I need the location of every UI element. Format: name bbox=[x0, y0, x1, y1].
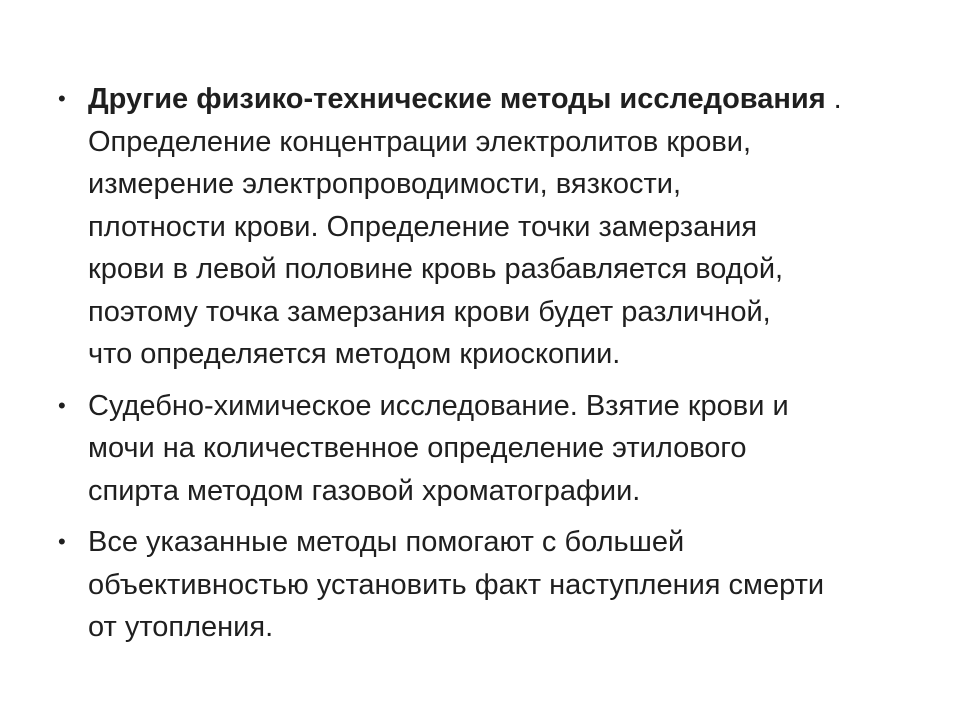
text-line: что определяется методом криоскопии. bbox=[88, 338, 621, 370]
bullet-item-forensic-chemistry bbox=[54, 385, 914, 513]
bullet-item-physical-methods bbox=[54, 78, 914, 376]
text-line: плотности крови. Определение точки замерзания bbox=[88, 210, 758, 243]
text-line: объективностью установить факт наступления смерти bbox=[88, 568, 825, 601]
bullet-heading: Другие физико-технические методы исследования bbox=[88, 83, 826, 115]
bullet-icon: • bbox=[58, 86, 66, 111]
bullet-list bbox=[54, 78, 914, 658]
text-line: поэтому точка замерзания крови будет различной, bbox=[88, 295, 771, 328]
text-line: измерение электропроводимости, вязкости, bbox=[88, 168, 682, 200]
text-line: крови в левой половине кровь разбавляется водой, bbox=[88, 253, 784, 285]
bullet-icon: • bbox=[58, 392, 66, 418]
text-line: мочи на количественное определение этилового bbox=[88, 432, 747, 464]
text-line: от утопления. bbox=[88, 611, 274, 643]
bullet-heading-line bbox=[88, 78, 914, 121]
text-line: Определение концентрации электролитов крови, bbox=[88, 125, 752, 158]
bullet-icon: • bbox=[58, 529, 66, 554]
text-line: Судебно-химическое исследование. Взятие крови и bbox=[88, 389, 789, 422]
text-line: спирта методом газовой хроматографии. bbox=[88, 474, 641, 507]
bullet-heading-punct: . bbox=[825, 83, 842, 115]
text-line: Все указанные методы помогают с большей bbox=[88, 526, 685, 558]
bullet-item-conclusion bbox=[54, 521, 914, 649]
